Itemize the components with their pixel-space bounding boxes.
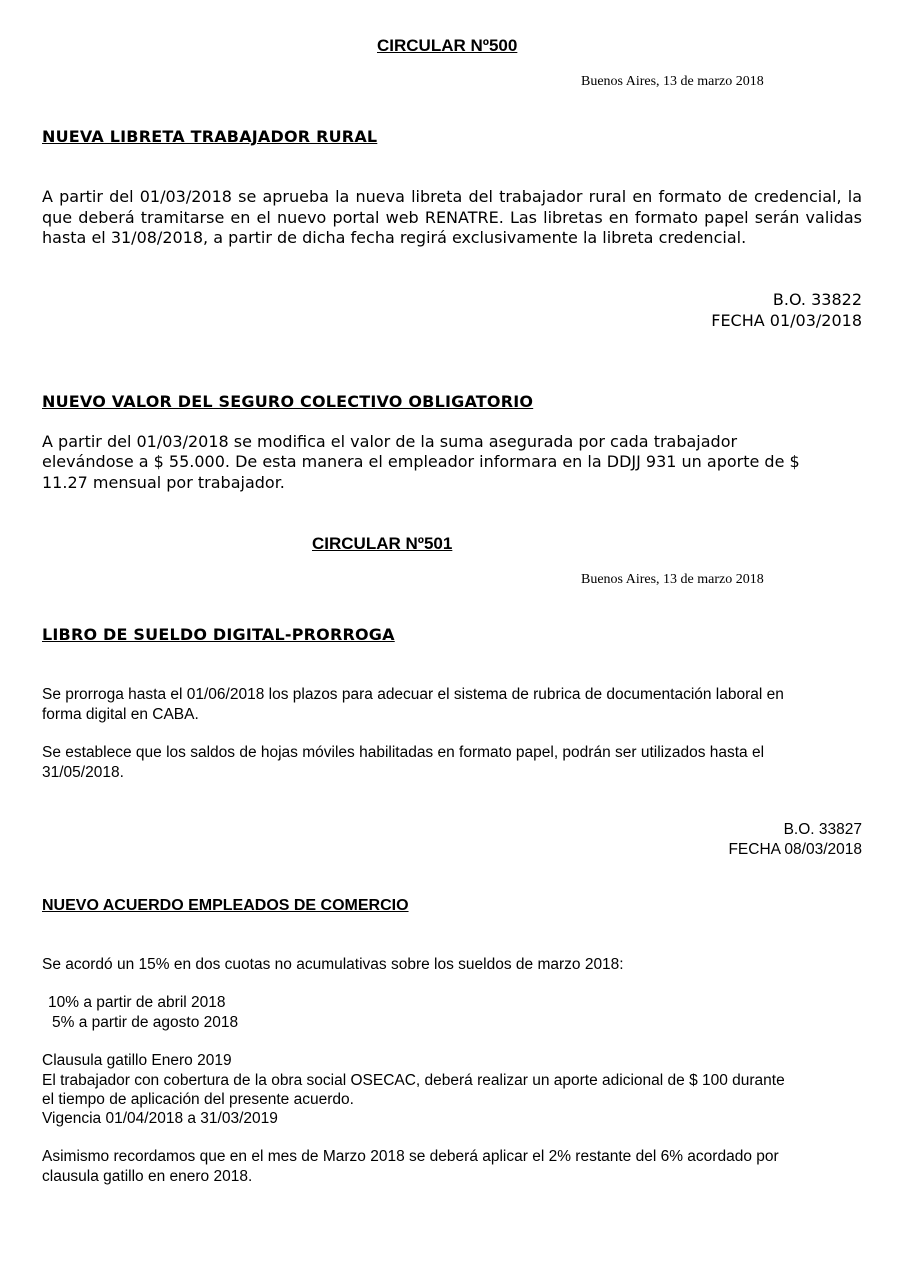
bo-number: B.O. 33822 (772, 290, 862, 309)
seguro-line-3: 11.27 mensual por trabajador. (42, 473, 285, 492)
closing-line-2: clausula gatillo en enero 2018. (42, 1168, 253, 1185)
seguro-line-2: elevándose a $ 55.000. De esta manera el empleador informara en la DDJJ 931 un aporte de $ (42, 452, 800, 471)
comercio-item-2: 5% a partir de agosto 2018 (52, 1014, 239, 1031)
libreta-rural-paragraph: A partir del 01/03/2018 se aprueba la nueva libreta del trabajador rural en formato de credencial, la que deberá tramitarse en el nuevo portal web RENATRE. Las libretas en formato papel serán validas hasta el 31/08/2018, a partir de dicha fecha regirá exclusivamente la libreta credencial. (42, 187, 862, 247)
comercio-intro: Se acordó un 15% en dos cuotas no acumulativas sobre los sueldos de marzo 2018: (42, 956, 624, 973)
seguro-line-1: A partir del 01/03/2018 se modifica el valor de la suma asegurada por cada trabajador (42, 432, 738, 451)
libro-sueldo-p2-line1: Se establece que los saldos de hojas móviles habilitadas en formato papel, podrán ser utilizados hasta el (42, 744, 765, 761)
circular-500-date: Buenos Aires, 13 de marzo 2018 (581, 74, 764, 89)
circular-500-title: CIRCULAR Nº500 (377, 36, 518, 55)
clause-line-2: el tiempo de aplicación del presente acuerdo. (42, 1091, 354, 1108)
bo-date-501: FECHA 08/03/2018 (728, 841, 862, 858)
clause-title: Clausula gatillo Enero 2019 (42, 1052, 232, 1069)
bo-date: FECHA 01/03/2018 (711, 311, 862, 330)
libro-sueldo-p2-line2: 31/05/2018. (42, 764, 124, 781)
closing-line-1: Asimismo recordamos que en el mes de Marzo 2018 se deberá aplicar el 2% restante del 6% acordado por (42, 1148, 779, 1165)
section-heading-comercio: NUEVO ACUERDO EMPLEADOS DE COMERCIO (42, 897, 409, 914)
clause-line-1: El trabajador con cobertura de la obra social OSECAC, deberá realizar un aporte adicional de $ 100 durante (42, 1072, 785, 1089)
section-heading-libreta-rural: NUEVA LIBRETA TRABAJADOR RURAL (42, 127, 378, 146)
circular-501-date: Buenos Aires, 13 de marzo 2018 (581, 572, 764, 587)
vigencia-line: Vigencia 01/04/2018 a 31/03/2019 (42, 1110, 278, 1127)
section-heading-seguro-colectivo: NUEVO VALOR DEL SEGURO COLECTIVO OBLIGATORIO (42, 392, 534, 411)
comercio-item-1: 10% a partir de abril 2018 (48, 994, 226, 1011)
libro-sueldo-p1-line2: forma digital en CABA. (42, 706, 199, 723)
libro-sueldo-p1-line1: Se prorroga hasta el 01/06/2018 los plazos para adecuar el sistema de rubrica de documentación laboral en (42, 686, 784, 703)
section-heading-libro-sueldo: LIBRO DE SUELDO DIGITAL-PRORROGA (42, 625, 395, 644)
circular-501-title: CIRCULAR Nº501 (312, 534, 453, 553)
bo-number-501: B.O. 33827 (783, 821, 862, 838)
